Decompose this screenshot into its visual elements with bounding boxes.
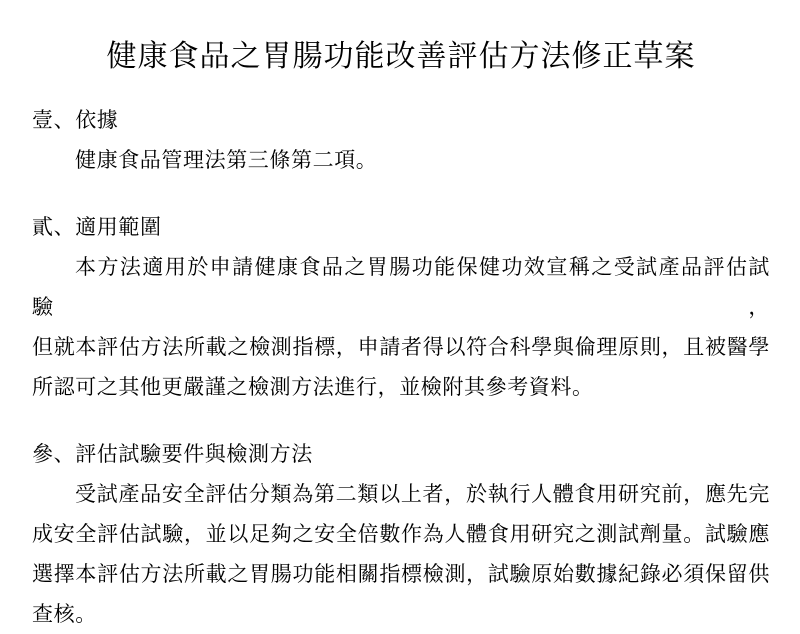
text-line: 受試產品安全評估分類為第二類以上者，於執行人體食用研究前，應先完 [75,482,770,506]
text-line: 成安全評估試驗，並以足夠之安全倍數作為人體食用研究之測試劑量。試驗應 [32,522,770,546]
section-heading-scope: 貳、適用範圍 [32,215,162,239]
page-title: 健康食品之胃腸功能改善評估方法修正草案 [106,39,696,74]
text-line: 所認可之其他更嚴謹之檢測方法進行，並檢附其參考資料。 [32,375,594,399]
section-heading-test-requirements: 參、評估試驗要件與檢測方法 [32,442,313,466]
text-line: 健康食品管理法第三條第二項。 [75,148,378,172]
text-line: 選擇本評估方法所載之胃腸功能相關指標檢測，試驗原始數據紀錄必須保留供 [32,562,770,586]
text-line: 本方法適用於申請健康食品之胃腸功能保健功效宣稱之受試產品評估試驗， [32,255,770,319]
section-test-requirements [32,434,770,634]
text-line: 但就本評估方法所載之檢測指標，申請者得以符合科學與倫理原則，且被醫學 [32,335,770,359]
section-scope [32,207,770,407]
section-basis [32,100,770,180]
section-heading-basis: 壹、依據 [32,108,119,132]
text-line: 查核。 [32,602,97,626]
